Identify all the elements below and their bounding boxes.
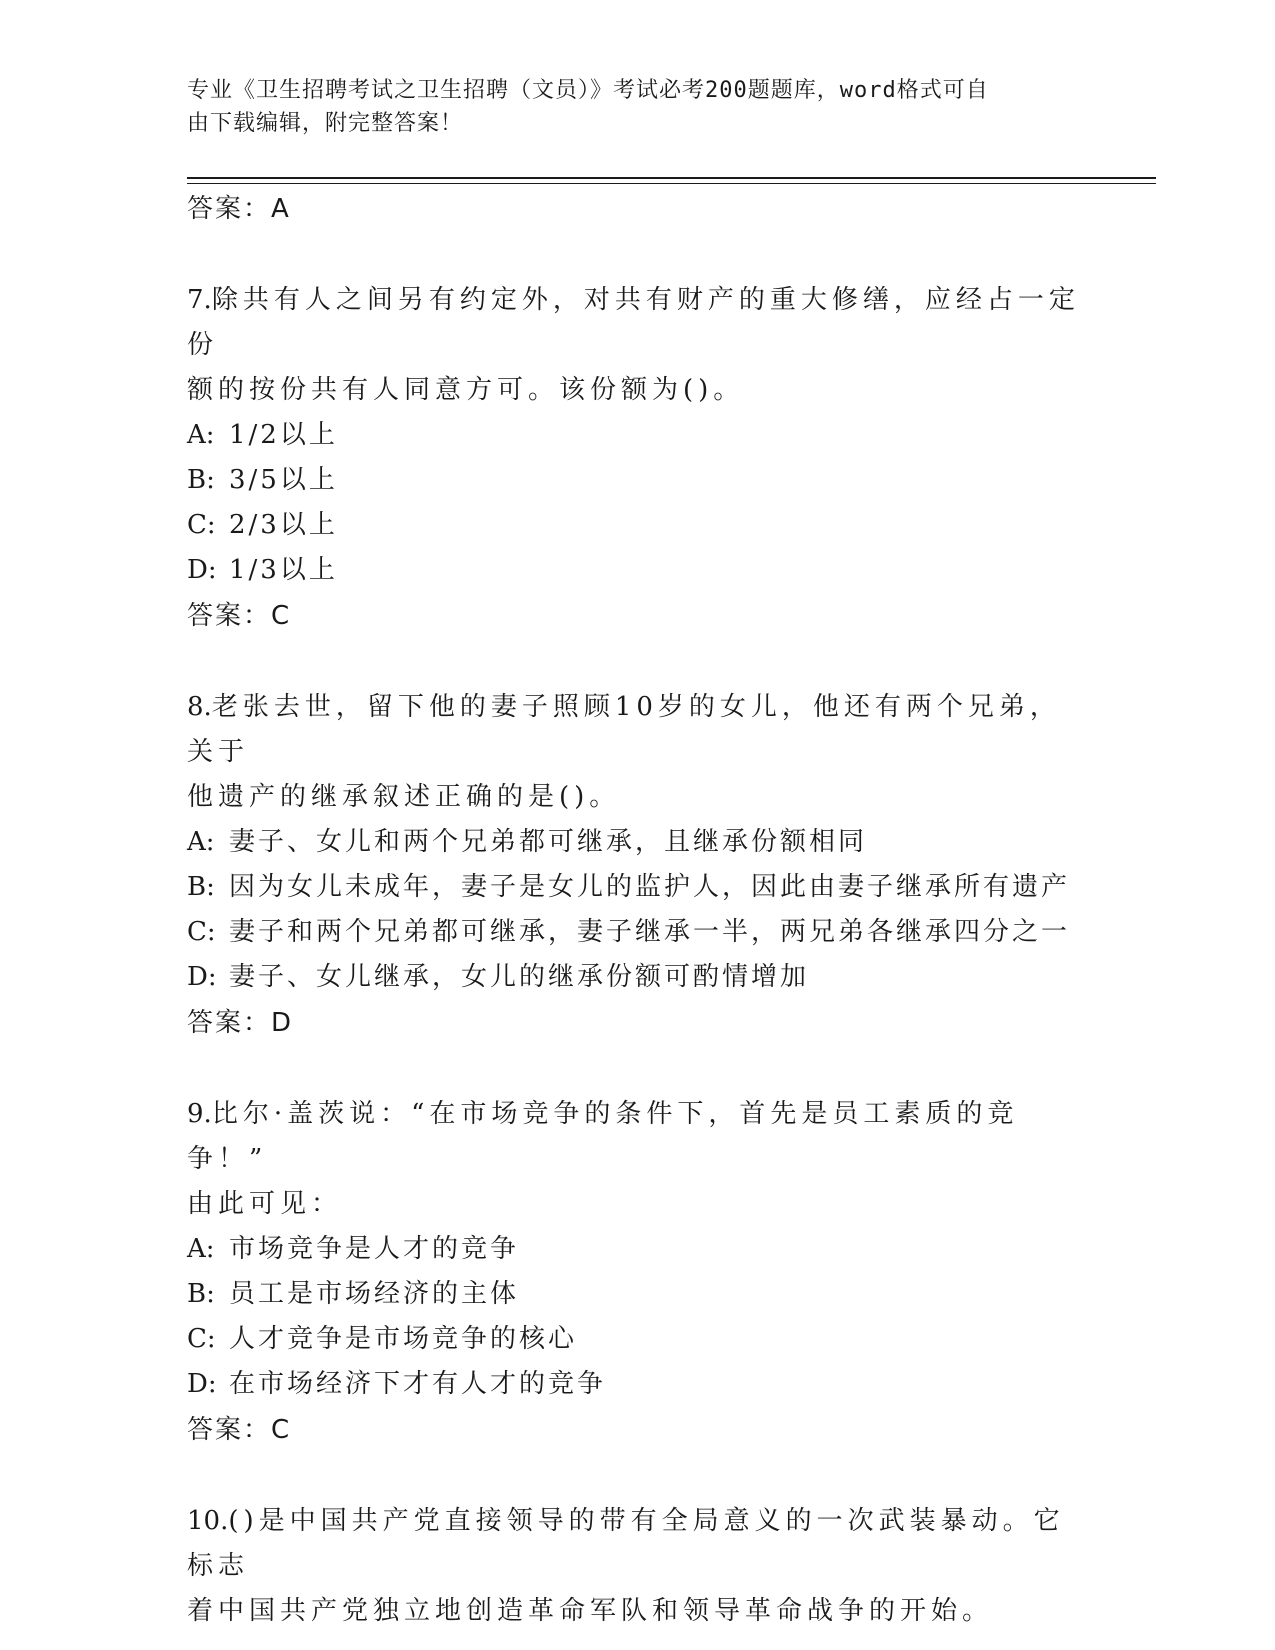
- question-line-2: 他遗产的继承叙述正确的是()。: [187, 782, 621, 812]
- document-body: [187, 186, 1087, 1634]
- answer-value: C: [271, 601, 292, 631]
- option-key: C:: [187, 510, 216, 540]
- answer-line: [187, 1407, 1087, 1453]
- option-key: B:: [187, 1279, 215, 1309]
- option-key: A:: [187, 1234, 215, 1264]
- question-line-1: 除共有人之间另有约定外，对共有财产的重大修缮，应经占一定份: [187, 285, 1080, 360]
- option-text: 妻子和两个兄弟都可继承，妻子继承一半，两兄弟各继承四分之一: [229, 917, 1071, 947]
- question-line-2: 额的按份共有人同意方可。该份额为()。: [187, 375, 745, 405]
- option-b: [187, 458, 1087, 503]
- page-header: [187, 74, 1067, 140]
- option-c: [187, 910, 1087, 955]
- option-text: 1/2以上: [229, 420, 338, 450]
- answer-line: [187, 1000, 1087, 1046]
- option-key: C:: [187, 917, 216, 947]
- option-c: [187, 503, 1087, 548]
- option-key: D:: [187, 555, 217, 585]
- answer-line: [187, 593, 1087, 639]
- answer-value: A: [271, 194, 291, 224]
- answer-label: 答案：: [187, 1415, 272, 1445]
- header-line-2: 由下载编辑，附完整答案！: [187, 111, 464, 136]
- option-text: 妻子、女儿继承，女儿的继承份额可酌情增加: [229, 962, 810, 992]
- option-d: [187, 1362, 1087, 1407]
- answer-value: C: [271, 1415, 292, 1445]
- option-text: 妻子、女儿和两个兄弟都可继承，且继承份额相同: [229, 827, 868, 857]
- option-d: [187, 548, 1087, 593]
- option-key: A:: [187, 420, 215, 450]
- option-d: [187, 955, 1087, 1000]
- answer-label: 答案：: [187, 601, 272, 631]
- option-text: 人才竞争是市场竞争的核心: [229, 1324, 578, 1354]
- option-key: A:: [187, 827, 215, 857]
- question-line-1: ()是中国共产党直接领导的带有全局意义的一次武装暴动。它标志: [187, 1506, 1065, 1581]
- question-number: 8.: [187, 692, 212, 722]
- option-text: 3/5以上: [229, 465, 338, 495]
- question-number: 7.: [187, 285, 212, 315]
- option-key: B:: [187, 872, 215, 902]
- option-c: [187, 1317, 1087, 1362]
- header-line-1: 专业《卫生招聘考试之卫生招聘（文员）》考试必考200题题库，word格式可自: [187, 78, 989, 103]
- question-line-1: 比尔·盖茨说：“在市场竞争的条件下，首先是员工素质的竞争！”: [187, 1099, 1019, 1174]
- option-key: D:: [187, 962, 217, 992]
- answer-label: 答案：: [187, 194, 272, 224]
- header-rule-thick: [187, 177, 1156, 179]
- question-number: 9.: [187, 1099, 212, 1129]
- option-text: 员工是市场经济的主体: [229, 1279, 520, 1309]
- option-a: [187, 413, 1087, 458]
- question-item: [187, 1499, 1087, 1634]
- question-item: [187, 685, 1087, 1046]
- answer-value: D: [271, 1008, 294, 1038]
- question-line-1: 老张去世，留下他的妻子照顾10岁的女儿，他还有两个兄弟，关于: [187, 692, 1061, 767]
- option-key: B:: [187, 465, 215, 495]
- option-b: [187, 865, 1087, 910]
- option-a: [187, 820, 1087, 865]
- question-item: [187, 1092, 1087, 1453]
- question-text: [187, 278, 1087, 413]
- option-b: [187, 1272, 1087, 1317]
- question-line-2: 着中国共产党独立地创造革命军队和领导革命战争的开始。: [187, 1596, 994, 1626]
- question-item: [187, 278, 1087, 639]
- option-a: [187, 1227, 1087, 1272]
- option-text: 2/3以上: [229, 510, 338, 540]
- header-rule-thin: [187, 183, 1156, 184]
- option-text: 在市场经济下才有人才的竞争: [229, 1369, 607, 1399]
- option-key: D:: [187, 1369, 217, 1399]
- question-text: [187, 1499, 1087, 1634]
- question-text: [187, 685, 1087, 820]
- answer-label: 答案：: [187, 1008, 272, 1038]
- question-text: [187, 1092, 1087, 1227]
- answer-line: [187, 186, 1087, 232]
- option-text: 1/3以上: [229, 555, 338, 585]
- option-text: 市场竞争是人才的竞争: [229, 1234, 520, 1264]
- question-line-2: 由此可见：: [187, 1189, 343, 1219]
- option-key: C:: [187, 1324, 216, 1354]
- option-text: 因为女儿未成年，妻子是女儿的监护人，因此由妻子继承所有遗产: [229, 872, 1071, 902]
- question-number: 10.: [187, 1506, 229, 1536]
